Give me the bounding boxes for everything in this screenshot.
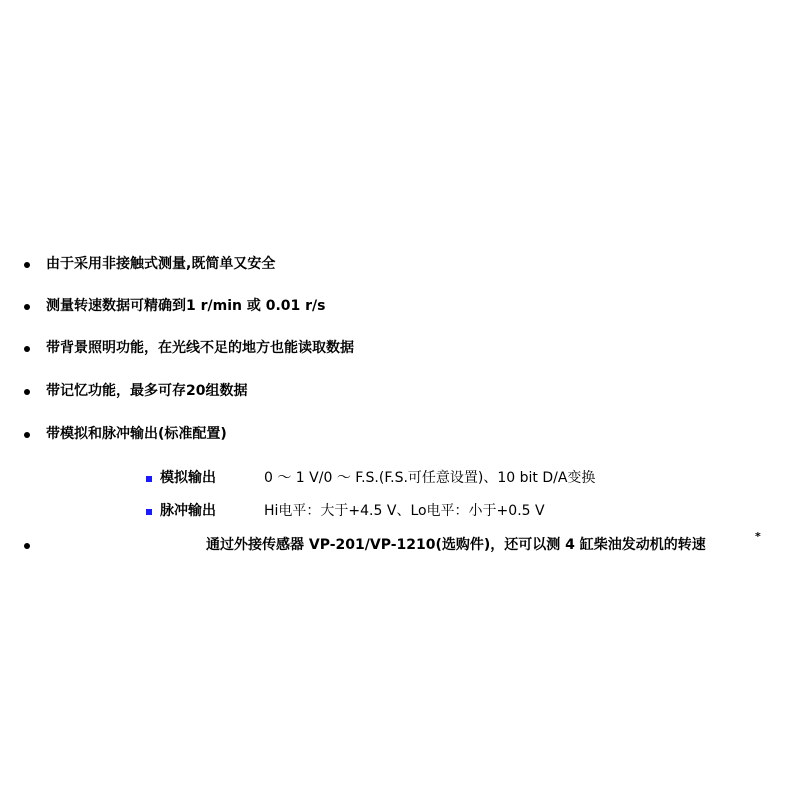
bullet-icon	[24, 262, 30, 268]
feature-item: 带模拟和脉冲输出(标准配置)	[46, 426, 227, 442]
feature-item: 由于采用非接触式测量,既简单又安全	[46, 256, 276, 272]
output-label-pulse: 脉冲输出	[160, 503, 216, 519]
square-bullet-icon	[146, 476, 152, 482]
bullet-icon	[24, 389, 30, 395]
bullet-icon	[24, 304, 30, 310]
bullet-icon	[24, 346, 30, 352]
footnote-mark: *	[755, 530, 761, 543]
feature-item: 带背景照明功能，在光线不足的地方也能读取数据	[46, 340, 354, 356]
feature-item: 带记忆功能，最多可存20组数据	[46, 383, 248, 399]
feature-item-sensor: 通过外接传感器 VP-201/VP-1210(选购件)，还可以测 4 缸柴油发动机的转速	[206, 537, 706, 553]
feature-item: 测量转速数据可精确到1 r/min 或 0.01 r/s	[46, 298, 326, 314]
bullet-icon	[24, 543, 30, 549]
bullet-icon	[24, 432, 30, 438]
output-desc-analog: 0 ～ 1 V/0 ～ F.S.(F.S.可任意设置)、10 bit D/A变换	[264, 470, 596, 486]
output-desc-pulse: Hi电平：大于+4.5 V、Lo电平：小于+0.5 V	[264, 503, 545, 519]
output-label-analog: 模拟输出	[160, 470, 216, 486]
square-bullet-icon	[146, 509, 152, 515]
